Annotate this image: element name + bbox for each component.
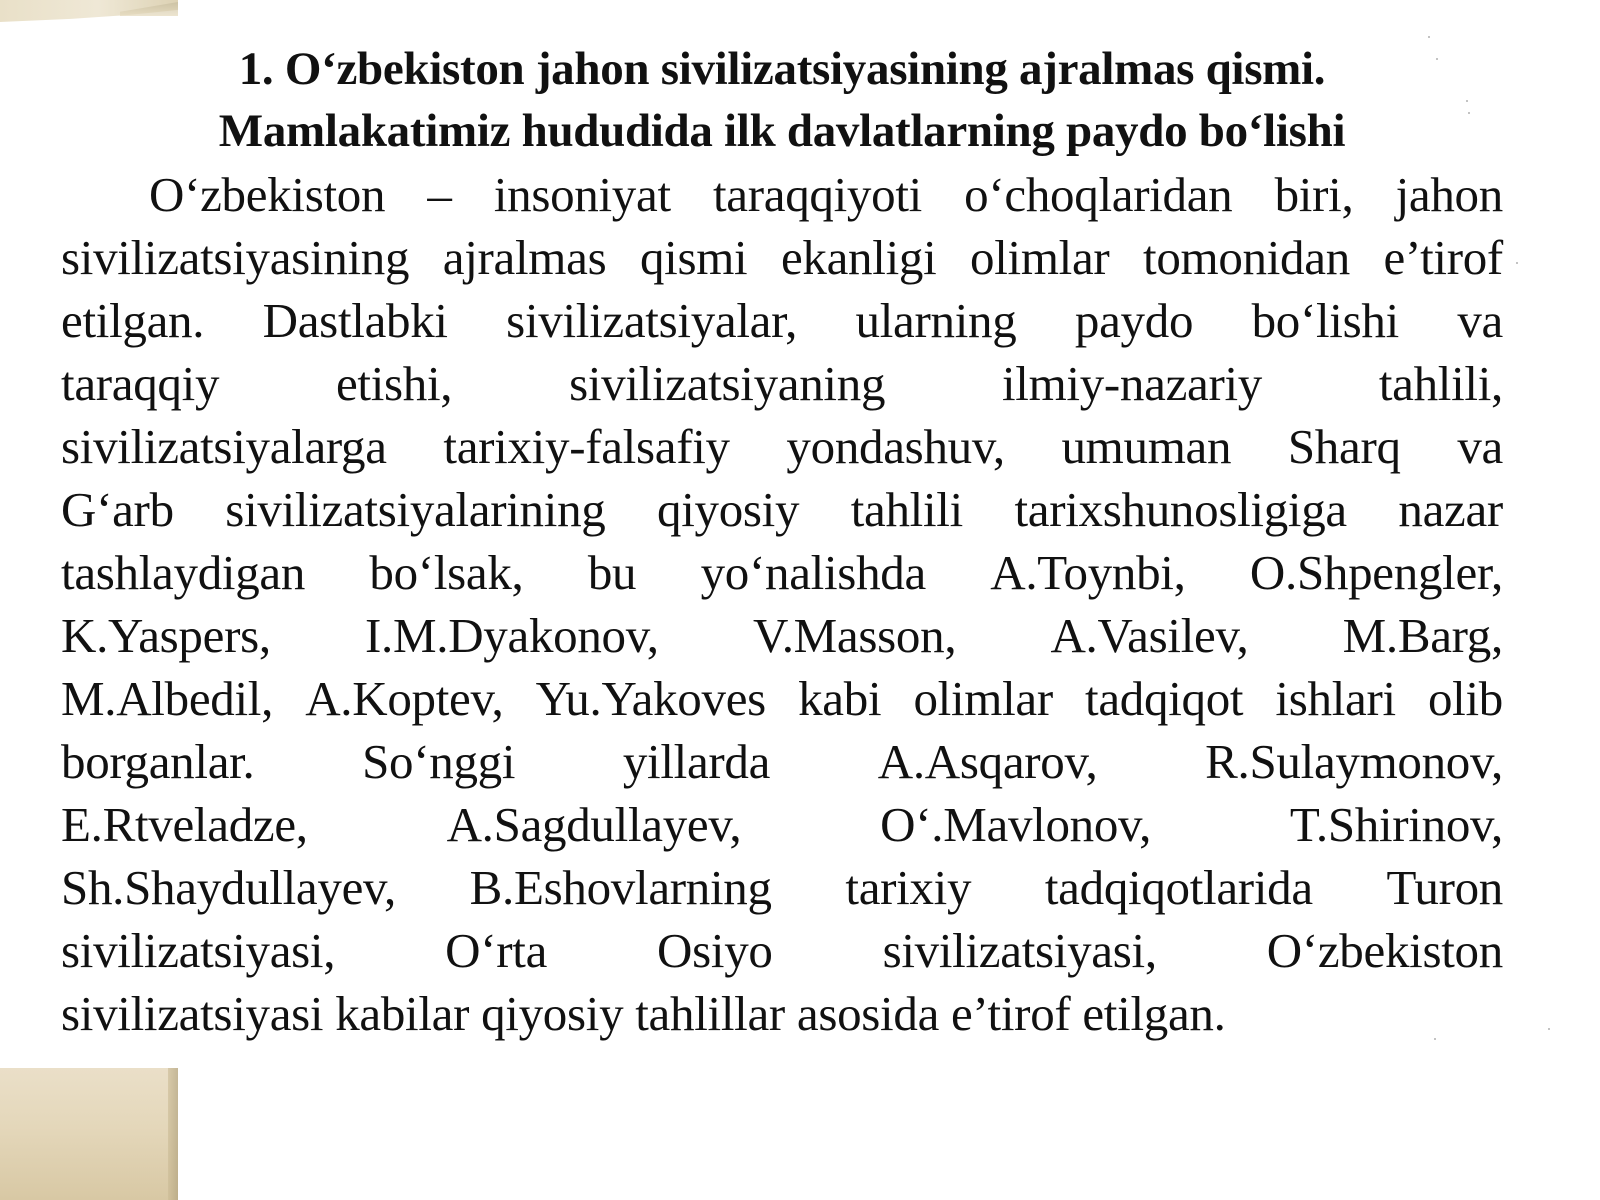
paragraph-line — [61, 919, 1503, 982]
word: sivilizatsiyasi, — [61, 923, 336, 978]
word: A.Asqarov, — [877, 734, 1098, 789]
scan-speck — [1516, 262, 1518, 264]
word: tashlaydigan — [61, 545, 306, 600]
word: A.Sagdullayev, — [446, 797, 742, 852]
word: ekanligi — [780, 230, 937, 285]
word: E.Rtveladze, — [61, 797, 308, 852]
body-paragraph — [61, 163, 1503, 1045]
word: tahlili — [850, 482, 963, 537]
word: B.Eshovlarning — [469, 860, 772, 915]
word: I.M.Dyakonov, — [365, 608, 659, 663]
word: qiyosiy — [657, 482, 800, 537]
word: O‘.Mavlonov, — [880, 797, 1152, 852]
paragraph-line — [61, 226, 1503, 289]
heading-line-2: Mamlakatimiz hududida ilk davlatlarning paydo bo‘lishi — [218, 105, 1346, 157]
word: sivilizatsiyalar, — [506, 293, 798, 348]
word: Osiyo — [657, 923, 773, 978]
word: tadqiqotlarida — [1044, 860, 1313, 915]
paragraph-line-last: sivilizatsiyasi kabilar qiyosiy tahlillar asosida e’tirof etilgan. — [61, 986, 1226, 1041]
word: o‘choqlaridan — [964, 167, 1233, 222]
word: Yu.Yakoves — [535, 671, 766, 726]
paragraph-line — [61, 478, 1503, 541]
word: kabi — [798, 671, 882, 726]
word: ajralmas — [442, 230, 607, 285]
word: bo‘lishi — [1251, 293, 1399, 348]
word: A.Vasilev, — [1050, 608, 1249, 663]
word: A.Koptev, — [305, 671, 504, 726]
paragraph-line — [61, 541, 1503, 604]
paragraph-line — [61, 856, 1503, 919]
word: sivilizatsiyasi, — [882, 923, 1157, 978]
word: O‘rta — [445, 923, 548, 978]
document-body — [61, 38, 1503, 1045]
word: O.Shpengler, — [1249, 545, 1503, 600]
word: Turon — [1386, 860, 1503, 915]
word: O‘zbekiston — [1266, 923, 1503, 978]
word: ishlari — [1275, 671, 1396, 726]
word: sivilizatsiyalarga — [61, 419, 387, 474]
word: sivilizatsiyaning — [569, 356, 886, 411]
word: Dastlabki — [262, 293, 448, 348]
word: etilgan. — [61, 293, 205, 348]
paragraph-line — [61, 730, 1503, 793]
word: insoniyat — [493, 167, 671, 222]
word: M.Barg, — [1342, 608, 1503, 663]
word: nazar — [1398, 482, 1503, 537]
word: ilmiy-nazariy — [1001, 356, 1263, 411]
word: bo‘lsak, — [369, 545, 524, 600]
word: O‘zbekiston — [149, 167, 386, 222]
word: taraqqiyoti — [712, 167, 922, 222]
paragraph-line — [61, 415, 1503, 478]
word: qismi — [639, 230, 748, 285]
word: G‘arb — [61, 482, 174, 537]
word: yo‘nalishda — [700, 545, 926, 600]
word: sivilizatsiyasining — [61, 230, 410, 285]
word: olimlar — [913, 671, 1053, 726]
paragraph-line — [61, 604, 1503, 667]
word: umuman — [1061, 419, 1232, 474]
paragraph-line — [61, 352, 1503, 415]
word: olimlar — [970, 230, 1110, 285]
word: taraqqiy — [61, 356, 220, 411]
word: sivilizatsiyalarining — [225, 482, 606, 537]
word: tahlili, — [1378, 356, 1503, 411]
word: Sh.Shaydullayev, — [61, 860, 396, 915]
word: tomonidan — [1143, 230, 1350, 285]
paper-edge-bottom-left — [0, 1068, 178, 1200]
word: yondashuv, — [786, 419, 1005, 474]
word: T.Shirinov, — [1289, 797, 1503, 852]
word: etishi, — [335, 356, 453, 411]
word: biri, — [1274, 167, 1354, 222]
paragraph-line — [61, 667, 1503, 730]
paper-edge-bottom-shadow — [168, 1068, 178, 1200]
word: jahon — [1395, 167, 1503, 222]
word: K.Yaspers, — [61, 608, 271, 663]
word: va — [1457, 293, 1503, 348]
paragraph-line — [61, 793, 1503, 856]
word: tarixiy — [845, 860, 972, 915]
word: e’tirof — [1383, 230, 1503, 285]
word: R.Sulaymonov, — [1205, 734, 1503, 789]
word: olib — [1427, 671, 1503, 726]
heading-line-1: 1. O‘zbekiston jahon sivilizatsiyasining ajralmas qismi. — [238, 43, 1326, 95]
word: tarixshunosligiga — [1014, 482, 1347, 537]
word: tadqiqot — [1085, 671, 1244, 726]
word: tarixiy-falsafiy — [443, 419, 730, 474]
word: va — [1457, 419, 1503, 474]
word: ularning — [855, 293, 1017, 348]
word: M.Albedil, — [61, 671, 274, 726]
paragraph-line — [61, 163, 1503, 226]
word: So‘nggi — [362, 734, 516, 789]
word: yillarda — [622, 734, 771, 789]
word: V.Masson, — [752, 608, 957, 663]
paragraph-line — [61, 289, 1503, 352]
word: paydo — [1074, 293, 1194, 348]
word: A.Toynbi, — [990, 545, 1186, 600]
word: Sharq — [1287, 419, 1401, 474]
section-heading — [61, 38, 1503, 162]
word: bu — [587, 545, 637, 600]
scan-speck — [1548, 1028, 1550, 1030]
word: borganlar. — [61, 734, 255, 789]
word: – — [427, 167, 452, 222]
